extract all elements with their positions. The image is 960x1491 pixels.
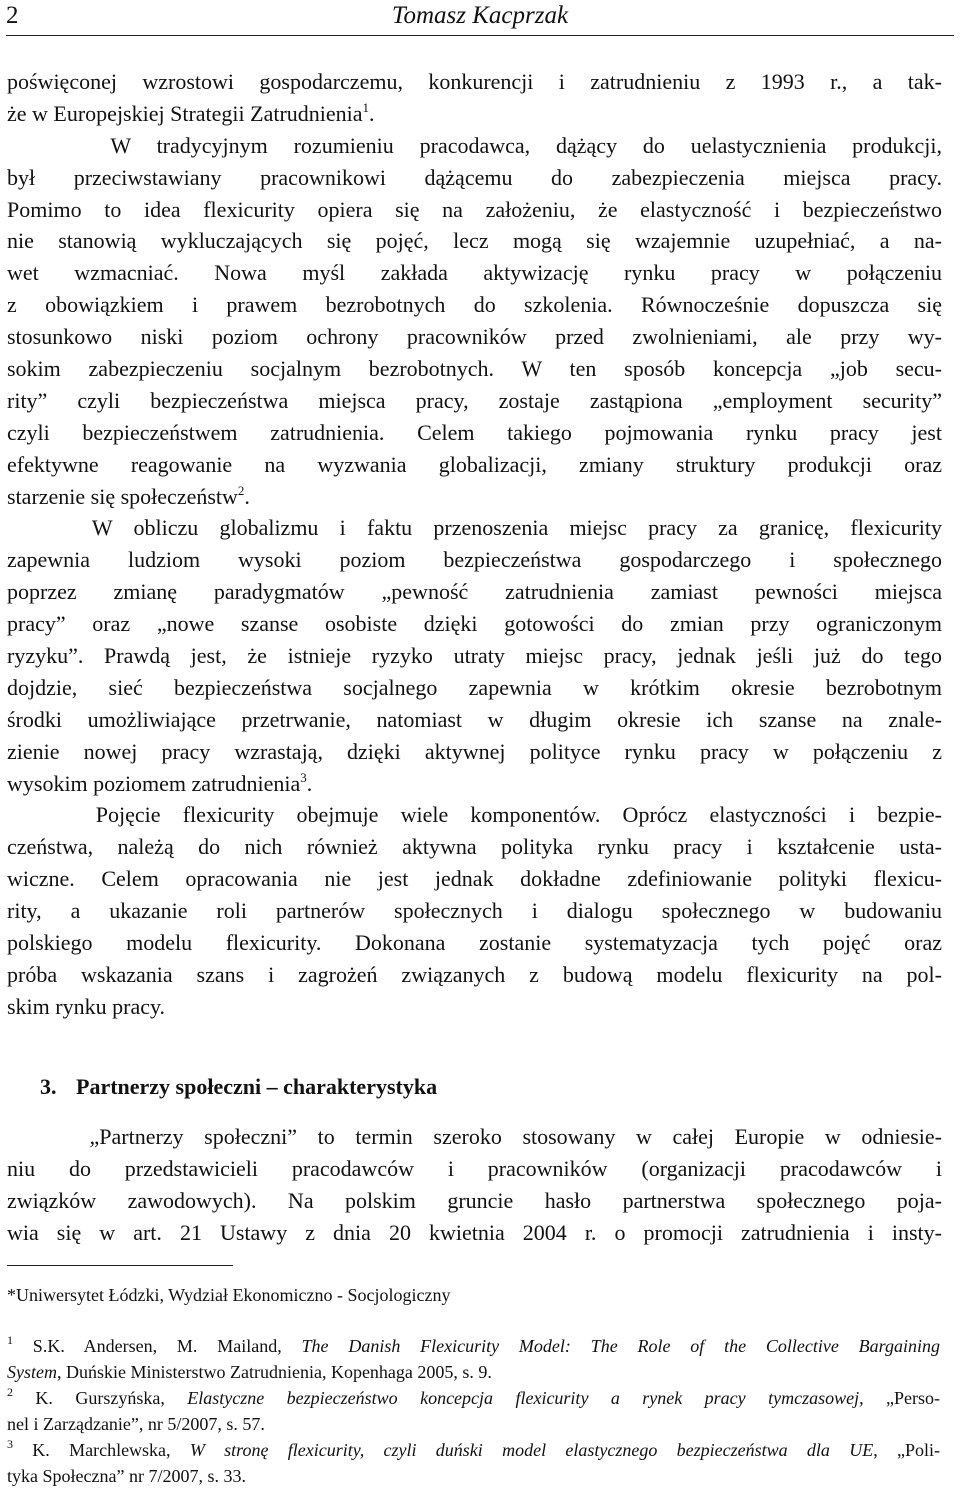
- footnote-text: nel i Zarządzanie”, nr 5/2007, s. 57.: [7, 1414, 265, 1434]
- text-line: [7, 544, 942, 576]
- text-line: [7, 289, 942, 321]
- footnote-reference: 1: [362, 99, 370, 115]
- punctuation: .: [369, 100, 375, 126]
- text-line: [7, 608, 942, 640]
- text-line-content: W tradycyjnym rozumieniu pracodawca, dążący do uelastycznienia produkcji,: [7, 132, 942, 158]
- footnote-title: The Danish Flexicurity Model: The Role of the Collective Bargaining: [301, 1336, 940, 1356]
- text-line: [7, 895, 942, 927]
- text-line-content: wysokim poziomem zatrudnienia: [7, 770, 301, 796]
- text-line: [7, 1121, 942, 1153]
- footnote-line: [7, 1359, 940, 1385]
- text-line-content: rity, a ukazanie roli partnerów społecznych i dialogu społecznego w budowaniu: [7, 898, 942, 924]
- text-line: [7, 130, 942, 162]
- author-affiliation: *Uniwersytet Łódzki, Wydział Ekonomiczno - Socjologiczny: [7, 1285, 451, 1305]
- page-number: 2: [6, 2, 19, 29]
- footnote-text: , „Poli-: [873, 1440, 940, 1460]
- footnote-title: W stronę flexicurity, czyli duński model elastycznego bezpieczeństwa dla UE: [189, 1440, 874, 1460]
- text-line-content: wia się w art. 21 Ustawy z dnia 20 kwietnia 2004 r. o promocji zatrudnienia i insty-: [7, 1219, 942, 1245]
- footnote-text: S.K. Andersen, M. Mailand,: [13, 1336, 302, 1356]
- text-line-content: W obliczu globalizmu i faktu przenoszenia miejsc pracy za granicę, flexicurity: [7, 515, 943, 541]
- text-line-content: pracy” oraz „nowe szanse osobiste dzięki gotowości do zmian przy ograniczonym: [7, 611, 942, 637]
- text-line-content: wiczne. Celem opracowania nie jest jednak dokładne zdefiniowanie polityki flexicu-: [7, 866, 942, 892]
- footnote-line: [7, 1463, 940, 1489]
- text-line: [7, 512, 942, 544]
- text-line: [7, 576, 942, 608]
- text-line: [7, 863, 942, 895]
- footnote-number: 3: [7, 1437, 13, 1451]
- text-line-content: starzenie się społeczeństw: [7, 483, 238, 509]
- text-line-content: zienie nowej pracy wzrastają, dzięki aktywnej polityce rynku pracy w połączeniu z: [7, 738, 942, 764]
- text-line-content: „Partnerzy społeczni” to termin szeroko stosowany w całej Europie w odniesie-: [7, 1124, 943, 1149]
- text-line: [7, 640, 942, 672]
- text-line-content: poprzez zmianę paradygmatów „pewność zatrudnienia zamiast pewności miejsca: [7, 579, 942, 605]
- footnote-text: , Duńskie Ministerstwo Zatrudnienia, Kopenhaga 2005, s. 9.: [56, 1362, 492, 1382]
- text-line-content: Pomimo to idea flexicurity opiera się na założeniu, że elastyczność i bezpieczeństwo: [7, 196, 942, 222]
- text-line-content: efektywne reagowanie na wyzwania globalizacji, zmiany struktury produkcji oraz: [7, 451, 942, 477]
- text-line-content: że w Europejskiej Strategii Zatrudnienia: [7, 100, 363, 126]
- running-head-author: Tomasz Kacprzak: [391, 2, 569, 29]
- footnote-text: tyka Społeczna” nr 7/2007, s. 33.: [7, 1466, 246, 1486]
- section-heading: [40, 1074, 437, 1100]
- text-line-content: skim rynku pracy.: [7, 993, 166, 1019]
- body-text-continued: [7, 1121, 942, 1249]
- text-line: [7, 353, 942, 385]
- text-line-content: poświęconej wzrostowi gospodarczemu, konkurencji i zatrudnieniu z 1993 r., a tak-: [7, 69, 942, 94]
- footnote-reference: 2: [237, 482, 245, 498]
- text-line: [7, 1185, 942, 1217]
- header-rule: [6, 35, 954, 36]
- footnote-reference: 3: [300, 769, 307, 785]
- text-line-content: próba wskazania szans i zagrożeń związanych z budową modelu flexicurity na pol-: [7, 961, 942, 987]
- text-line-content: nie stanowią wykluczających się pojęć, lecz mogą się wzajemnie uzupełniać, a na-: [7, 228, 942, 254]
- page-header: [0, 0, 960, 44]
- text-line: [7, 66, 942, 98]
- footnote-text: K. Marchlewska,: [13, 1440, 190, 1460]
- text-line: [7, 225, 942, 257]
- text-line-content: z obowiązkiem i prawem bezrobotnych do szkolenia. Równocześnie dopuszcza się: [7, 292, 942, 318]
- footnote-number: 2: [7, 1385, 13, 1399]
- text-line-content: Pojęcie flexicurity obejmuje wiele komponentów. Oprócz elastyczności i bezpie-: [7, 802, 942, 828]
- text-line-content: rity” czyli bezpieczeństwa miejsca pracy, zostaje zastąpiona „employment security”: [7, 387, 942, 413]
- text-line: [7, 321, 942, 353]
- text-line-content: polskiego modelu flexicurity. Dokonana zostanie systematyzacja tych pojęć oraz: [7, 930, 942, 956]
- text-line-content: czeństwa, należą do nich również aktywna polityka rynku pracy i kształcenie usta-: [7, 834, 942, 860]
- text-line-content: sokim zabezpieczeniu socjalnym bezrobotnych. W ten sposób koncepcja „job secu-: [7, 356, 942, 382]
- text-line: [7, 481, 942, 513]
- footnote-number: 1: [7, 1333, 13, 1347]
- text-line-content: środki umożliwiające przetrwanie, natomiast w długim okresie ich szanse na znale-: [7, 706, 942, 732]
- footnotes: [7, 1333, 940, 1489]
- text-line: [7, 1217, 942, 1249]
- text-line-content: zapewnia ludziom wysoki poziom bezpieczeństwa gospodarczego i społecznego: [7, 547, 942, 573]
- text-line: [7, 768, 942, 800]
- footnote-text: „Perso-: [863, 1388, 940, 1408]
- text-line-content: wet wzmacniać. Nowa myśl zakłada aktywizację rynku pracy w połączeniu: [7, 260, 942, 286]
- text-line-content: niu do przedstawicieli pracodawców i pracowników (organizacji pracodawców i: [7, 1155, 942, 1181]
- body-text: [7, 66, 942, 1023]
- text-line: [7, 927, 942, 959]
- footnote-title: System: [7, 1362, 57, 1382]
- text-line: [7, 959, 942, 991]
- text-line: [7, 162, 942, 194]
- text-line-content: ryzyku”. Prawdą jest, że istnieje ryzyko utraty miejsc pracy, jednak jeśli już do tego: [7, 643, 942, 669]
- section-title: Partnerzy społeczni – charakterystyka: [76, 1074, 438, 1099]
- text-line: [7, 991, 942, 1023]
- text-line: [7, 98, 942, 130]
- footnote-text: K. Gurszyńska,: [13, 1388, 188, 1408]
- footnote-rule: [7, 1265, 233, 1266]
- text-line: [7, 257, 942, 289]
- text-line-content: czyli bezpieczeństwem zatrudnienia. Celem takiego pojmowania rynku pracy jest: [7, 419, 942, 445]
- footnote-title: Elastyczne bezpieczeństwo koncepcja flexicurity a rynek pracy tymczasowej,: [187, 1388, 864, 1408]
- text-line: [7, 449, 942, 481]
- footnote-line: [7, 1333, 940, 1359]
- section-number: 3.: [40, 1074, 57, 1099]
- text-line-content: był przeciwstawiany pracownikowi dążącemu do zabezpieczenia miejsca pracy.: [7, 164, 942, 190]
- text-line: [7, 1153, 942, 1185]
- text-line: [7, 736, 942, 768]
- text-line: [7, 672, 942, 704]
- text-line: [7, 799, 942, 831]
- text-line-content: związków zawodowych). Na polskim gruncie hasło partnerstwa społecznego poja-: [7, 1187, 942, 1213]
- punctuation: .: [306, 770, 313, 796]
- footnote-line: [7, 1411, 940, 1437]
- text-line: [7, 194, 942, 226]
- punctuation: .: [244, 483, 250, 509]
- text-line-content: dojdzie, sieć bezpieczeństwa socjalnego zapewnia w krótkim okresie bezrobotnym: [7, 674, 942, 700]
- text-line-content: stosunkowo niski poziom ochrony pracowników przed zwolnieniami, ale przy wy-: [7, 324, 942, 350]
- text-line: [7, 831, 942, 863]
- text-line: [7, 704, 942, 736]
- text-line: [7, 385, 942, 417]
- text-line: [7, 417, 942, 449]
- footnote-line: [7, 1437, 940, 1463]
- footnote-line: [7, 1385, 940, 1411]
